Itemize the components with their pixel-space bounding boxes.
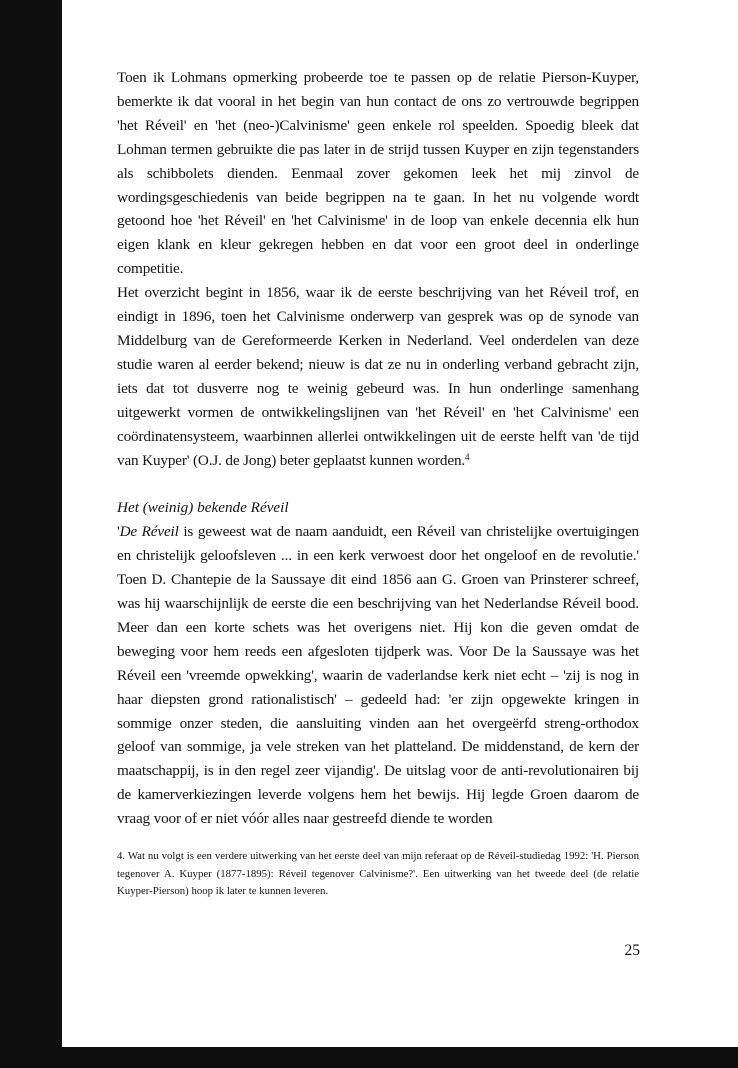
- section-heading: Het (weinig) bekende Réveil: [117, 499, 289, 517]
- quote-title: De Réveil: [119, 523, 179, 541]
- paragraph-overview-text: Het overzicht begint in 1856, waar ik de eerste beschrijving van het Réveil trof, en eindigt in 1896, toen het Calvinisme onderwerp van gesprek was op de synode van Middelburg van de Gereformeerde Kerken in Nederland. Veel onderdelen van deze studie waren al eerder bekend; nieuw is dat ze nu in onderling verband gebracht zijn, iets dat tot dusverre nog te weinig gebeurd was. In hun onderlinge samenhang uitgewerkt vormen de ontwikkelingslijnen van 'het Réveil' en 'het Calvinisme' een coördinatensysteem, waarbinnen allerlei ontwikkelingen uit de eerste helft van 'de tijd van Kuyper' (O.J. de Jong) beter geplaatst kunnen worden.: [117, 284, 639, 469]
- paragraph-reveil-text: is geweest wat de naam aanduidt, een Réveil van christelijke overtuigingen en christelijk geloofsleven ... in een kerk verwoest door het ongeloof en de revolutie.' Toen D. Chantepie de la Saussaye dit eind 1856 aan G. Groen van Prinsterer schreef, was hij waarschijnlijk de eerste die een beschrijving van het Nederlandse Réveil bood. Meer dan een korte schets was het overigens niet. Hij kon die geven omdat de beweging voor hem reeds een afgesloten tijdperk was. Voor De la Saussaye was het Réveil een 'vreemde opwekking', waarin de vaderlandse kerk niet echt – 'zij is nog in haar diepsten grond rationalistisch' – gedeeld had: 'er zijn opgewekte kringen in sommige onzer steden, die aansluiting vinden aan het overgeërfd streng-orthodox geloof van sommige, ja vele streken van het platteland. De middenstand, de kern der maatschappij, is in den regel zeer vijandig'. De uitslag voor de anti-revolutionairen bij de kamerverkiezingen leverde volgens hem het bewijs. Hij legde Groen daarom de vraag voor of er niet vóór alles naar gestreefd diende te worden: [117, 523, 639, 828]
- paragraph-overview: [117, 281, 639, 472]
- quote-open-mark: ': [117, 523, 120, 541]
- footnote-reference-4[interactable]: 4: [465, 451, 470, 462]
- scan-border-left: [0, 0, 62, 1068]
- footnote-4: 4. Wat nu volgt is een verdere uitwerking van het eerste deel van mijn referaat op de Réveil-studiedag 1992: 'H. Pierson tegenover A. Kuyper (1877-1895): Réveil tegenover Calvinisme?'. Een uitwerking van het tweede deel (de relatie Kuyper-Pierson) hoop ik later te kunnen leveren.: [117, 850, 639, 897]
- page-number: 25: [624, 942, 640, 959]
- paragraph-intro-text: Toen ik Lohmans opmerking probeerde toe te passen op de relatie Pierson-Kuyper, bemerkte ik dat vooral in het begin van hun contact de ons zo vertrouwde begrippen 'het Réveil' en 'het (neo-)Calvinisme' geen enkele rol speelden. Spoedig bleek dat Lohman termen gebruikte die pas later in de strijd tussen Kuyper en zijn tegenstanders als schibbolets dienden. Eenmaal zover gekomen leek het mij zinvol de wordingsgeschiedenis van beide begrippen na te gaan. In het nu volgende wordt getoond hoe 'het Réveil' en 'het Calvinisme' in de loop van enkele decennia elk hun eigen klank en kleur gekregen hebben en dat voor een groot deel in onderlinge competitie.: [117, 69, 639, 278]
- page-body: [117, 66, 639, 831]
- paragraph-reveil: [117, 520, 639, 831]
- scan-border-bottom: [62, 1047, 738, 1068]
- paragraph-intro: [117, 66, 639, 281]
